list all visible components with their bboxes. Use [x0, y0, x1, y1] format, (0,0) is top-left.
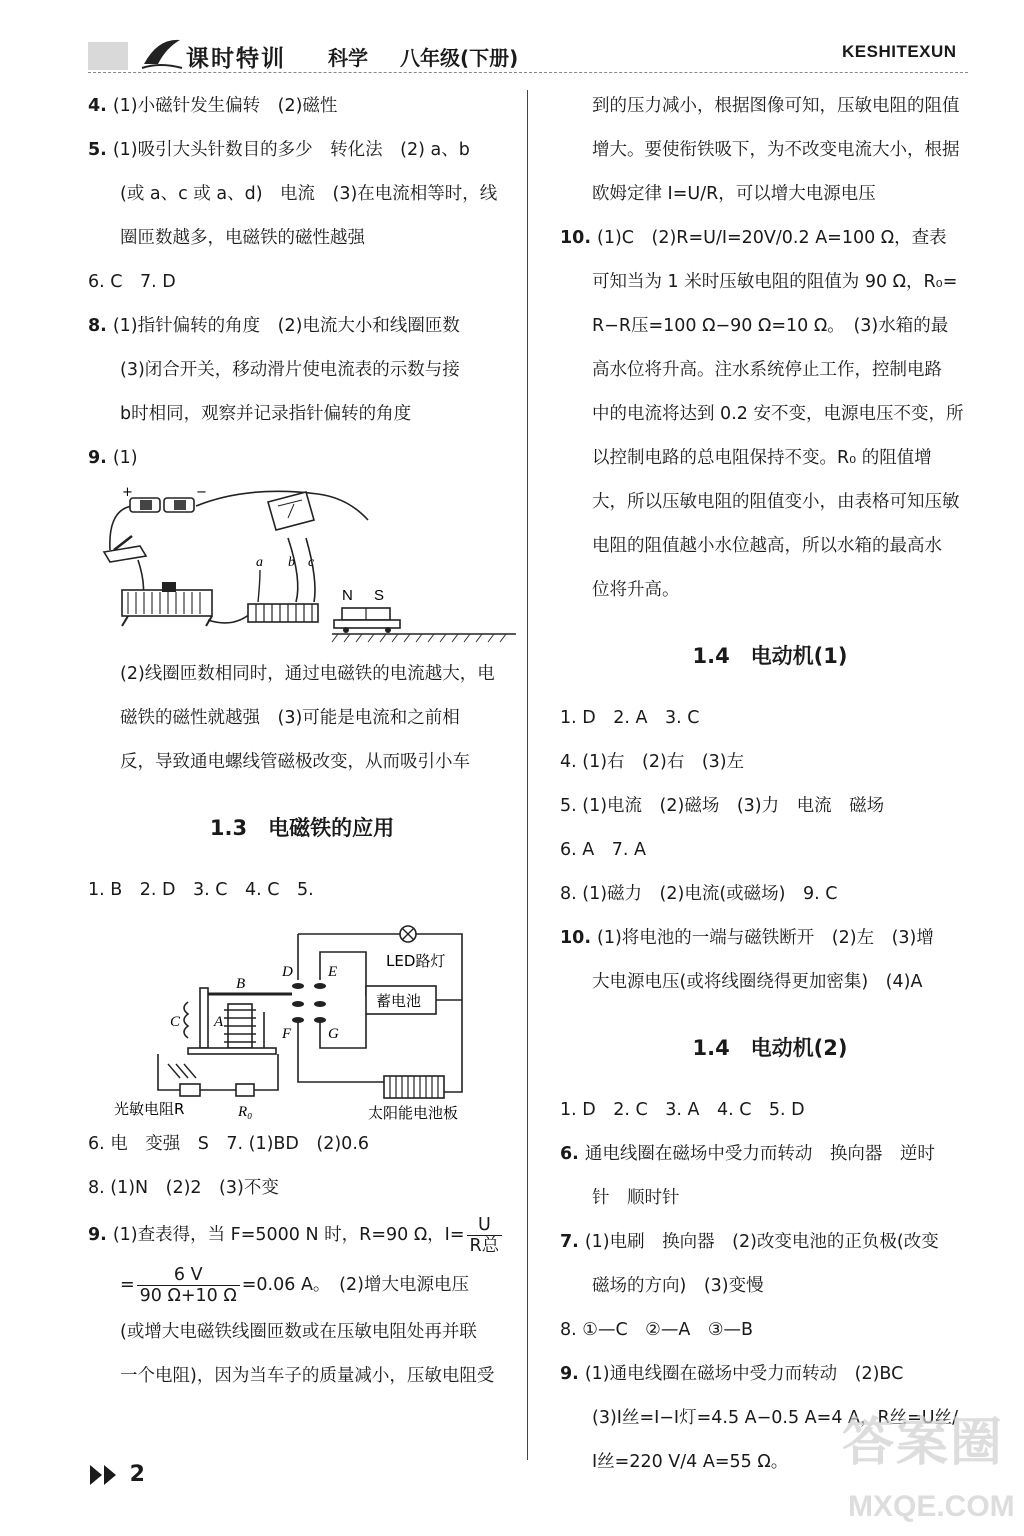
answer-9-part2-line1: (2)线圈匝数相同时，通过电磁铁的电流越大，电	[120, 664, 495, 684]
m2-answer-9-line1: 9. (1)通电线圈在磁场中受力而转动 (2)BC	[560, 1364, 904, 1384]
s13-answers-1-5: 1. B 2. D 3. C 4. C 5.	[88, 880, 314, 900]
subject-label: 科学	[328, 46, 368, 70]
tap-label-b: b	[288, 555, 295, 570]
cart-magnet-icon	[334, 608, 400, 633]
solar-label: 太阳能电池板	[368, 1104, 459, 1122]
page-header	[0, 0, 1024, 80]
s13-answer-9-line4: 一个电阻)，因为当车子的质量减小，压敏电阻受	[120, 1366, 495, 1386]
rheostat-icon	[122, 582, 212, 626]
label-A: A	[214, 1014, 224, 1030]
ground-surface	[332, 634, 516, 642]
label-B: B	[236, 976, 246, 992]
column-divider	[527, 90, 528, 1460]
label-C: C	[170, 1014, 181, 1030]
watermark	[842, 1400, 1015, 1530]
answer-10-line1: 10. (1)C (2)R=U/I=20V/0.2 A=100 Ω，查表	[560, 228, 947, 248]
series-name: KESHITEXUN	[842, 42, 957, 61]
grade-label: 八年级(下册)	[400, 46, 519, 70]
continued-line2: 增大。要使衔铁吸下，为不改变电流大小，根据	[592, 140, 960, 160]
battery-plus: +	[122, 485, 133, 500]
battery-minus: −	[196, 485, 207, 500]
r0-label: R₀	[238, 1104, 253, 1120]
continued-line1: 到的压力减小，根据图像可知，压敏电阻的阻值	[592, 96, 960, 116]
watermark-url: MXQE.COM	[848, 1490, 1015, 1523]
answer-5-line3: 圈匝数越多，电磁铁的磁性越强	[120, 228, 365, 248]
page-footer	[88, 1462, 145, 1487]
double-chevron-icon	[88, 1463, 122, 1487]
ammeter-icon	[268, 492, 314, 530]
brand-title: 课时特训	[186, 46, 286, 72]
watermark-logo-text: 答案圈	[842, 1413, 1005, 1473]
led-label: LED路灯	[386, 952, 446, 970]
m1-answers-8-9: 8. (1)磁力 (2)电流(或磁场) 9. C	[560, 884, 838, 904]
fraction-numeric: $\frac{6 V}{90 \Omega+10 \Omega}$	[137, 1265, 240, 1306]
right-column	[560, 84, 980, 1484]
led-lamp-icon	[400, 926, 416, 942]
m1-answer-10-line2: 大电源电压(或将线圈绕得更加密集) (4)A	[592, 972, 923, 992]
answer-10-line5: 中的电流将达到 0.2 安不变，电源电压不变，所	[592, 404, 964, 424]
photoresistor-icon	[168, 1064, 200, 1096]
m2-answer-6-line1: 6. 通电线圈在磁场中受力而转动 换向器 逆时	[560, 1144, 935, 1164]
tap-label-a: a	[256, 555, 263, 570]
answer-8-line2: (3)闭合开关，移动滑片使电流表的示数与接	[120, 360, 460, 380]
answer-9-label: 9. (1)	[88, 448, 138, 468]
m1-answer-4: 4. (1)右 (2)右 (3)左	[560, 752, 745, 772]
solar-panel-icon	[384, 1076, 444, 1098]
continued-line3: 欧姆定律 I=U/R，可以增大电源电压	[592, 184, 876, 204]
answer-10-line9: 位将升高。	[592, 580, 680, 600]
section-title-1-4-part2: 1.4 电动机(2)	[692, 1036, 848, 1060]
photoresistor-label: 光敏电阻R	[114, 1100, 185, 1118]
circuit-figure-led-lamp	[88, 912, 516, 1122]
answer-8-line1: 8. (1)指针偏转的角度 (2)电流大小和线圈匝数	[88, 316, 460, 336]
m2-answer-9-line3: I丝=220 V/4 A=55 Ω。	[592, 1452, 789, 1472]
answer-9-part2-line2: 磁铁的磁性就越强 (3)可能是电流和之前相	[120, 708, 460, 728]
answer-5-line1: 5. (1)吸引大头针数目的多少 转化法 (2) a、b	[88, 140, 470, 160]
pole-label-s: S	[374, 587, 385, 604]
left-column	[88, 84, 516, 1398]
answer-10-line7: 大，所以压敏电阻的阻值变小，由表格可知压敏	[592, 492, 960, 512]
m2-answer-8: 8. ①—C ②—A ③—B	[560, 1320, 754, 1340]
battery-icon	[130, 498, 194, 512]
m1-answer-10-line1: 10. (1)将电池的一端与磁铁断开 (2)左 (3)增	[560, 928, 934, 948]
fraction-u-over-r: $\frac{U}{\text{R总}}$	[467, 1215, 503, 1256]
label-E: E	[328, 964, 338, 980]
battery-label: 蓄电池	[376, 992, 422, 1010]
answer-4: 4. (1)小磁针发生偏转 (2)磁性	[88, 96, 338, 116]
answer-9-part2-line3: 反，导致通电螺线管磁极改变，从而吸引小车	[120, 752, 470, 772]
m2-answer-7-line2: 磁场的方向) (3)变慢	[592, 1276, 764, 1296]
m1-answer-5: 5. (1)电流 (2)磁场 (3)力 电流 磁场	[560, 796, 885, 816]
answer-10-line6: 以控制电路的总电阻保持不变。R₀ 的阻值增	[592, 448, 932, 468]
label-F: F	[282, 1026, 292, 1042]
s13-answer-8: 8. (1)N (2)2 (3)不变	[88, 1178, 279, 1198]
answer-10-line8: 电阻的阻值越小水位越高，所以水箱的最高水	[592, 536, 942, 556]
logo-block	[88, 42, 128, 70]
answer-10-line4: 高水位将升高。注水系统停止工作，控制电路	[592, 360, 942, 380]
pole-label-n: N	[342, 587, 353, 604]
m2-answers-1-5: 1. D 2. C 3. A 4. C 5. D	[560, 1100, 805, 1120]
m1-answers-6-7: 6. A 7. A	[560, 840, 646, 860]
resistor-r0-icon	[236, 1084, 254, 1096]
answer-10-line3: R−R压=100 Ω−90 Ω=10 Ω。 (3)水箱的最	[592, 316, 949, 336]
m2-answer-7-line1: 7. (1)电刷 换向器 (2)改变电池的正负极(改变	[560, 1232, 939, 1252]
section-title-1-3: 1.3 电磁铁的应用	[209, 816, 395, 840]
m2-answer-9-line2: (3)I丝=I−I灯=4.5 A−0.5 A=4 A，R丝=U丝/	[592, 1408, 959, 1428]
page-number: 2	[129, 1462, 145, 1487]
tap-label-c: c	[308, 555, 315, 570]
section-title-1-4-part1: 1.4 电动机(1)	[692, 644, 848, 668]
s13-answer-9-line1: 9. (1)查表得，当 F=5000 N 时，R=90 Ω，I= $\frac{U}{\text{R总}}$	[88, 1210, 516, 1260]
answer-10-line2: 可知当为 1 米时压敏电阻的阻值为 90 Ω，R₀=	[592, 272, 958, 292]
label-G: G	[328, 1026, 339, 1042]
pen-logo-icon	[140, 34, 184, 72]
s13-answer-9-line3: (或增大电磁铁线圈匝数或在压敏电阻处再并联	[120, 1322, 477, 1342]
m1-answers-1-3: 1. D 2. A 3. C	[560, 708, 700, 728]
s13-answers-6-7: 6. 电 变强 S 7. (1)BD (2)0.6	[88, 1134, 370, 1154]
relay-contacts	[292, 983, 326, 1023]
circuit-figure-electromagnet	[88, 480, 516, 652]
s13-answer-9-line2: = $\frac{6 V}{90 \Omega+10 \Omega}$ =0.06 A。 (2)增大电源电压	[120, 1264, 469, 1306]
label-D: D	[282, 964, 293, 980]
m2-answer-6-line2: 针 顺时针	[592, 1188, 680, 1208]
answer-5-line2: (或 a、c 或 a、d) 电流 (3)在电流相等时，线	[120, 184, 498, 204]
header-rule	[88, 72, 968, 73]
answer-8-line3: b时相同，观察并记录指针偏转的角度	[120, 404, 412, 424]
answer-6-7: 6. C 7. D	[88, 272, 176, 292]
electromagnet-coil-icon	[248, 570, 318, 622]
